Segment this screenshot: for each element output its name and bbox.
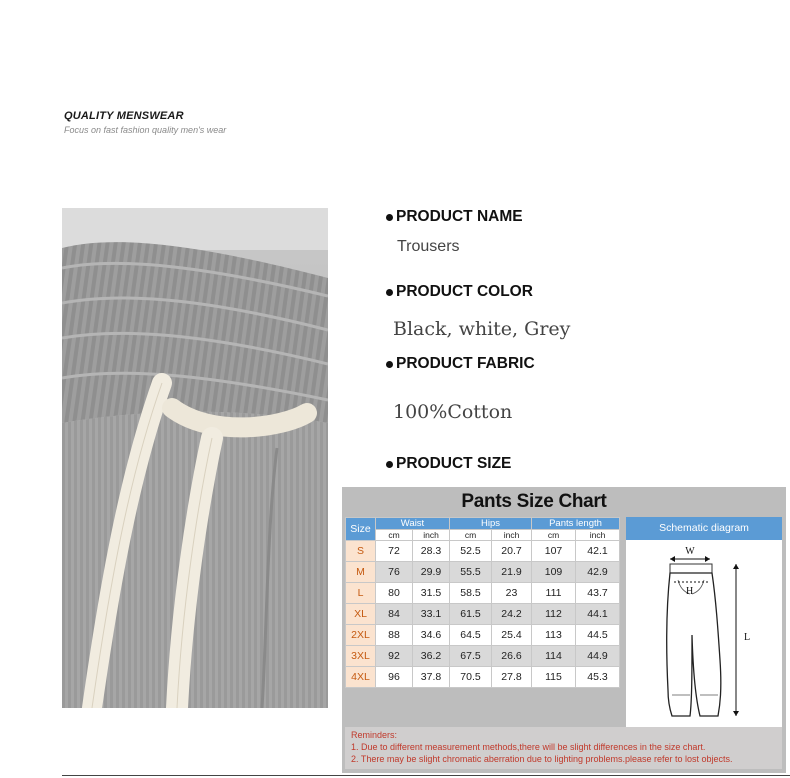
- size-table: [345, 517, 620, 688]
- spec-fabric-label: PRODUCT FABRIC: [396, 355, 535, 372]
- table-cell: 64.5: [450, 625, 492, 646]
- spec-color-label: PRODUCT COLOR: [396, 283, 533, 300]
- pants-diagram-icon: [626, 540, 782, 728]
- table-cell: 107: [532, 541, 576, 562]
- table-cell: 52.5: [450, 541, 492, 562]
- table-cell: 37.8: [413, 667, 450, 688]
- table-row: [346, 541, 620, 562]
- table-cell: 42.1: [576, 541, 620, 562]
- spec-name-value: Trousers: [397, 238, 460, 255]
- table-cell: 92: [376, 646, 413, 667]
- schematic-diagram: [626, 540, 782, 728]
- table-cell: 23: [492, 583, 532, 604]
- size-label: M: [346, 562, 376, 583]
- table-cell: 24.2: [492, 604, 532, 625]
- bullet-icon: [386, 461, 393, 468]
- table-row: [346, 625, 620, 646]
- table-cell: 112: [532, 604, 576, 625]
- table-row: [346, 583, 620, 604]
- table-cell: 109: [532, 562, 576, 583]
- table-cell: 80: [376, 583, 413, 604]
- table-row: [346, 646, 620, 667]
- table-cell: 34.6: [413, 625, 450, 646]
- reminders-title: Reminders:: [351, 730, 398, 740]
- table-cell: 29.9: [413, 562, 450, 583]
- size-label: L: [346, 583, 376, 604]
- unit-header: cm: [532, 530, 576, 541]
- table-cell: 36.2: [413, 646, 450, 667]
- label-l: L: [744, 632, 751, 643]
- spec-size: [386, 455, 511, 473]
- spec-size-label: PRODUCT SIZE: [396, 455, 512, 472]
- spec-fabric-value: 100%Cotton: [393, 401, 513, 423]
- group-header-waist: Waist: [376, 518, 450, 530]
- table-cell: 111: [532, 583, 576, 604]
- unit-header: inch: [492, 530, 532, 541]
- table-row: [346, 562, 620, 583]
- schematic-title: Schematic diagram: [626, 517, 782, 540]
- group-header-hips: Hips: [450, 518, 532, 530]
- group-header-length: Pants length: [532, 518, 620, 530]
- size-label: 3XL: [346, 646, 376, 667]
- bullet-icon: [386, 289, 393, 296]
- table-cell: 67.5: [450, 646, 492, 667]
- table-row: [346, 604, 620, 625]
- divider: [62, 775, 790, 776]
- size-label: S: [346, 541, 376, 562]
- unit-header: inch: [413, 530, 450, 541]
- table-cell: 61.5: [450, 604, 492, 625]
- size-label: 2XL: [346, 625, 376, 646]
- table-row: [346, 667, 620, 688]
- table-cell: 88: [376, 625, 413, 646]
- table-cell: 33.1: [413, 604, 450, 625]
- table-cell: 72: [376, 541, 413, 562]
- bullet-icon: [386, 361, 393, 368]
- table-cell: 44.5: [576, 625, 620, 646]
- table-cell: 25.4: [492, 625, 532, 646]
- spec-fabric: [386, 355, 535, 423]
- label-w: W: [685, 546, 695, 557]
- size-label: XL: [346, 604, 376, 625]
- brand-block: [64, 110, 226, 135]
- size-column-header: Size: [346, 518, 376, 541]
- brand-title: QUALITY MENSWEAR: [64, 110, 184, 122]
- table-cell: 113: [532, 625, 576, 646]
- spec-color: [386, 283, 570, 340]
- table-cell: 31.5: [413, 583, 450, 604]
- size-table-group-header: [346, 518, 620, 530]
- reminders-box: [345, 727, 782, 769]
- table-cell: 58.5: [450, 583, 492, 604]
- table-cell: 43.7: [576, 583, 620, 604]
- label-h: H: [686, 586, 694, 597]
- table-cell: 44.9: [576, 646, 620, 667]
- unit-header: inch: [576, 530, 620, 541]
- table-cell: 70.5: [450, 667, 492, 688]
- table-cell: 55.5: [450, 562, 492, 583]
- table-cell: 84: [376, 604, 413, 625]
- unit-header: cm: [376, 530, 413, 541]
- size-chart: [342, 487, 786, 773]
- brand-subtitle: Focus on fast fashion quality men's wear: [64, 125, 227, 135]
- size-label: 4XL: [346, 667, 376, 688]
- spec-color-value: Black, white, Grey: [393, 318, 571, 340]
- table-cell: 20.7: [492, 541, 532, 562]
- table-cell: 21.9: [492, 562, 532, 583]
- reminder-item: 2. There may be slight chromatic aberration due to lighting problems.please refer to lost objects.: [351, 754, 733, 764]
- table-cell: 76: [376, 562, 413, 583]
- spec-name-label: PRODUCT NAME: [396, 208, 523, 225]
- table-cell: 28.3: [413, 541, 450, 562]
- reminder-item: 1. Due to different measurement methods,there will be slight differences in the size chart.: [351, 742, 706, 752]
- table-cell: 44.1: [576, 604, 620, 625]
- size-table-unit-header: [346, 530, 620, 541]
- unit-header: cm: [450, 530, 492, 541]
- table-cell: 45.3: [576, 667, 620, 688]
- product-photo: [62, 208, 328, 708]
- table-cell: 27.8: [492, 667, 532, 688]
- table-cell: 115: [532, 667, 576, 688]
- table-cell: 114: [532, 646, 576, 667]
- table-cell: 96: [376, 667, 413, 688]
- table-cell: 26.6: [492, 646, 532, 667]
- size-chart-title: Pants Size Chart: [461, 491, 607, 512]
- table-cell: 42.9: [576, 562, 620, 583]
- spec-name: [386, 208, 523, 256]
- bullet-icon: [386, 214, 393, 221]
